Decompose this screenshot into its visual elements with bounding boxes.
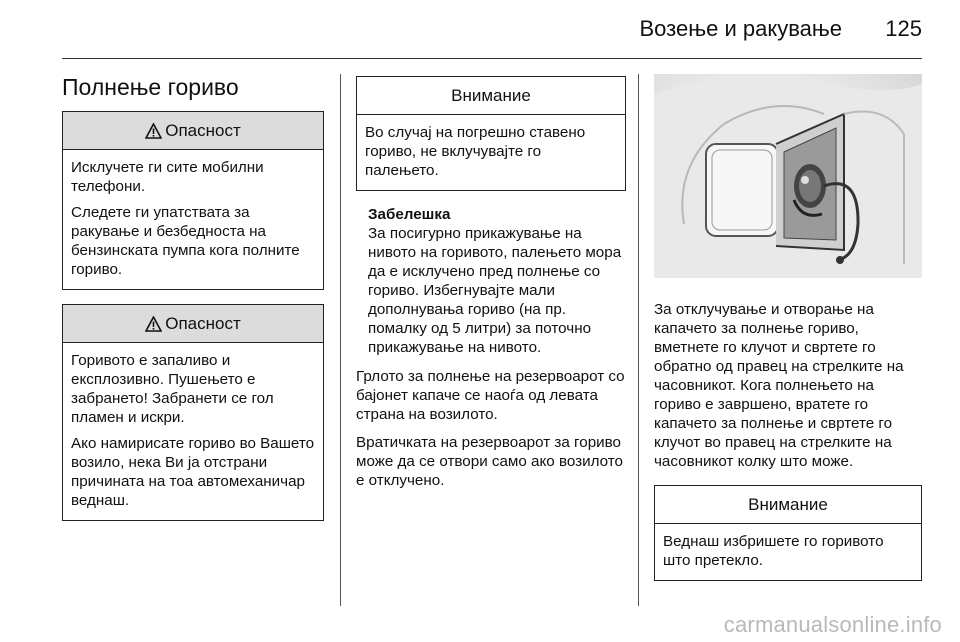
section-title: Возење и ракување [639,16,842,41]
caution-box-title: Внимание [357,77,625,115]
note-block [368,205,626,357]
fuel-filler-door-illustration [654,74,922,278]
note-title: Забелешка [368,206,451,223]
page-number: 125 [885,16,922,41]
body-paragraph: Вратичката на резервоарот за гориво може да се отвори само ако возилото е отклучено. [356,434,623,489]
danger-box-body [63,150,323,289]
column-divider [340,74,341,606]
body-paragraph: Грлото за полнење на резервоарот со бајонет капаче се наоѓа од левата страна на возилото. [356,368,625,423]
caution-box [356,76,626,191]
note-text: За посигурно прикажување на нивото на горивото, палењето мора да е исклучено пред полнење со гориво. Избегнувајте мали дополнувања гориво (на пр. помалку од 5 литри) за поточно прикажување на нивото. [368,225,622,356]
header-rule [62,58,922,59]
page-heading: Полнење гориво [62,74,239,100]
danger-text: Исклучете ги сите мобилни телефони. [71,159,264,195]
caution-box-body: Веднаш избришете го горивото што претекло. [663,533,884,569]
danger-text: Горивото е запаливо и експлозивно. Пушењето е забрането! Забранети се гол пламен и искри. [71,352,274,426]
fuel-door-icon [654,74,922,278]
danger-box [62,111,324,290]
warning-icon [145,115,162,152]
danger-box-header [63,305,323,343]
warning-icon [145,308,162,345]
danger-text: Следете ги упатствата за ракување и безбедноста на бензинската пумпа кога полните гориво. [71,204,300,278]
caution-box-title: Внимание [655,486,921,524]
column-divider [638,74,639,606]
column-1 [62,70,324,535]
column-3 [654,74,922,595]
caution-box [654,485,922,581]
caution-box-body: Во случај на погрешно ставено гориво, не вклучувајте го палењето. [365,124,586,179]
danger-box-title: Опасност [165,314,241,333]
column-2 [356,70,626,499]
danger-box-title: Опасност [165,121,241,140]
danger-box [62,304,324,521]
danger-box-header [63,112,323,150]
danger-text: Ако намирисате гориво во Вашето возило, нека Ви ја отстрани причината на тоа автомеханичар веднаш. [71,435,315,509]
body-paragraph: За отклучување и отворање на капачето за полнење гориво, вметнете го клучот и свртете го обратно од правец на стрелките на часовникот. Кога полнењето на гориво е завршено, вратете го капачето за полнење и свртете го клучот во правец на стрелките на часовникот колку што може. [654,301,904,470]
danger-box-body [63,343,323,520]
page-header [0,0,960,62]
watermark: carmanualsonline.info [723,612,942,637]
